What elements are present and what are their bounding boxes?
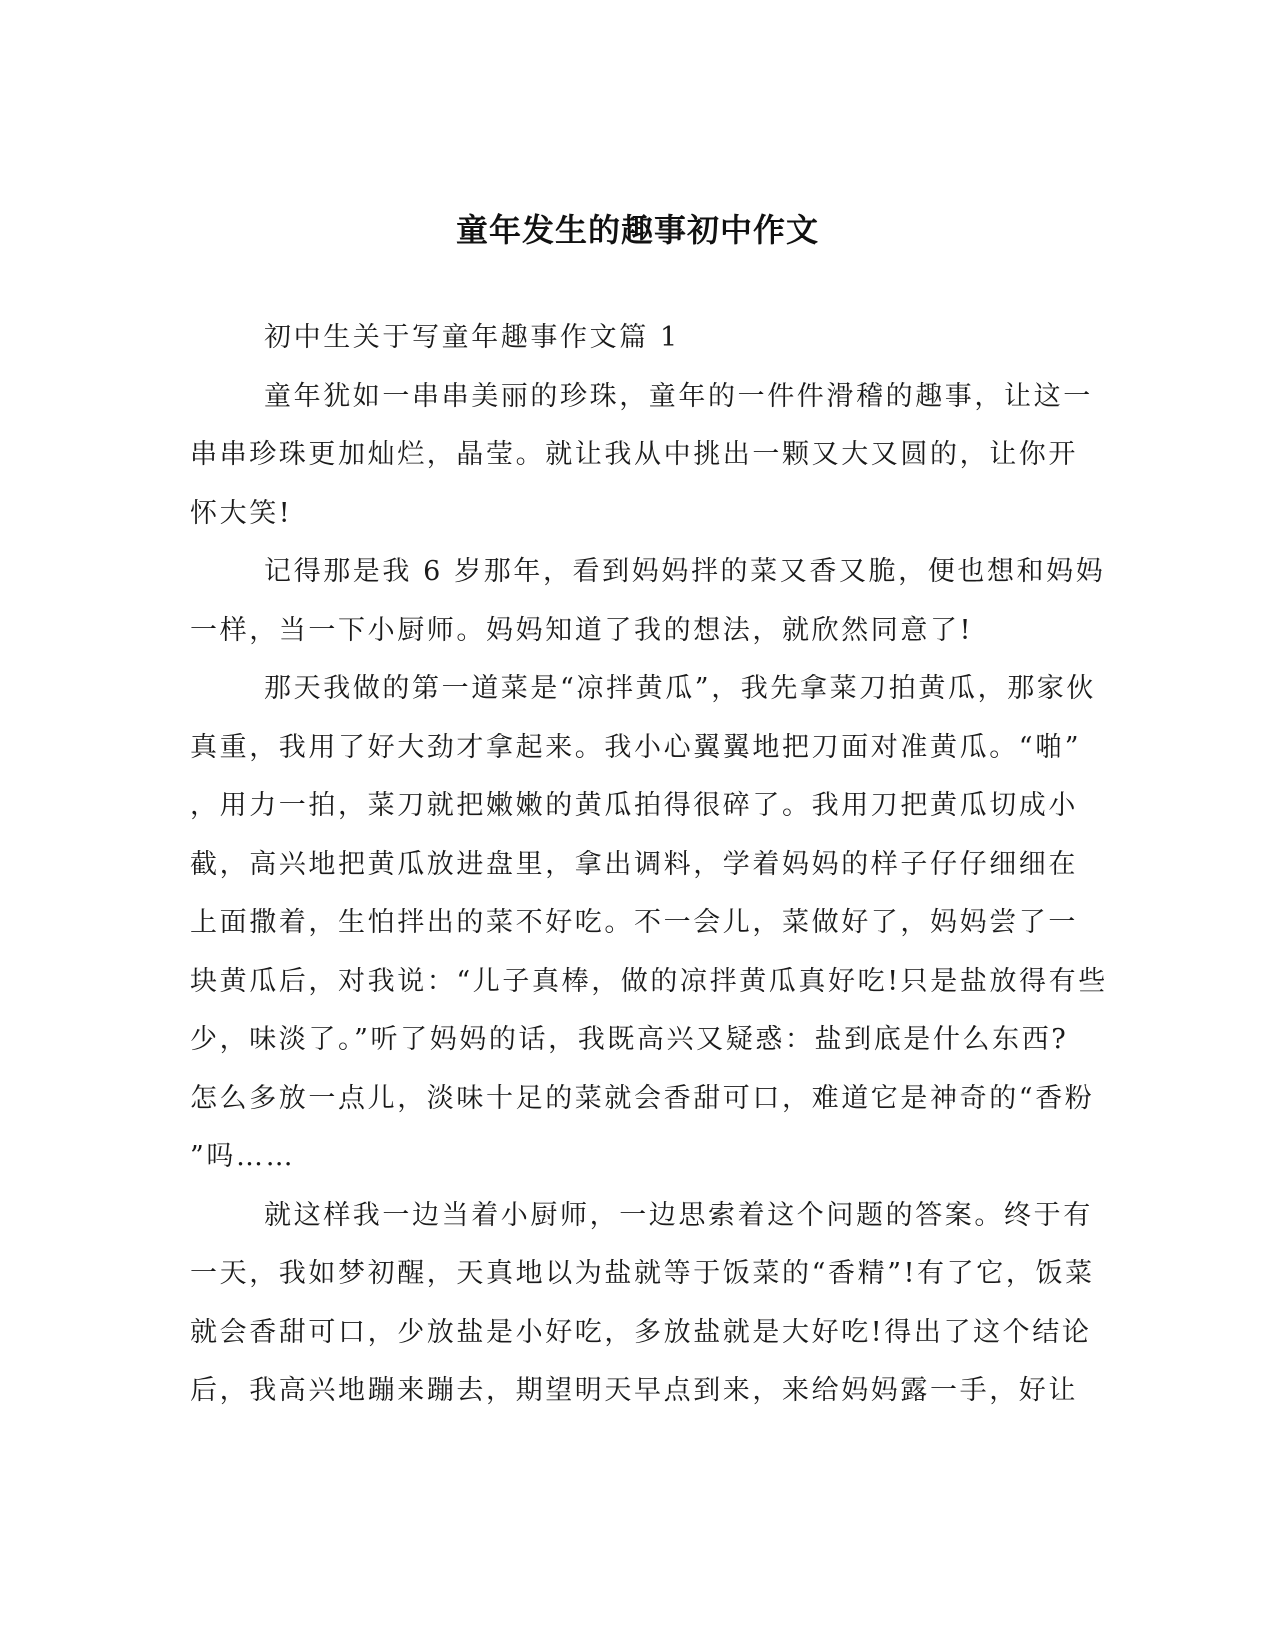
text-line: 怎么多放一点儿，淡味十足的菜就会香甜可口，难道它是神奇的“香粉 bbox=[190, 1083, 1095, 1114]
text-line: 怀大笑! bbox=[190, 498, 293, 529]
text-line: 串串珍珠更加灿烂，晶莹。就让我从中挑出一颗又大又圆的，让你开 bbox=[190, 439, 1078, 470]
text-line: 截，高兴地把黄瓜放进盘里，拿出调料，学着妈妈的样子仔仔细细在 bbox=[190, 849, 1078, 880]
text-line: 记得那是我 6 岁那年，看到妈妈拌的菜又香又脆，便也想和妈妈 bbox=[264, 556, 1106, 587]
text-line: ”吗…… bbox=[190, 1141, 296, 1172]
text-line: 块黄瓜后，对我说：“儿子真棒，做的凉拌黄瓜真好吃!只是盐放得有些 bbox=[190, 966, 1108, 997]
text-line: 一样，当一下小厨师。妈妈知道了我的想法，就欣然同意了! bbox=[190, 615, 974, 646]
text-line: 童年犹如一串串美丽的珍珠，童年的一件件滑稽的趣事，让这一 bbox=[264, 381, 1093, 412]
text-line: 真重，我用了好大劲才拿起来。我小心翼翼地把刀面对准黄瓜。“啪” bbox=[190, 732, 1082, 763]
text-line: 上面撒着，生怕拌出的菜不好吃。不一会儿，菜做好了，妈妈尝了一 bbox=[190, 907, 1078, 938]
text-line: 就这样我一边当着小厨师，一边思索着这个问题的答案。终于有 bbox=[264, 1200, 1093, 1231]
section-heading: 初中生关于写童年趣事作文篇 1 bbox=[264, 322, 680, 353]
text-line: 后，我高兴地蹦来蹦去，期望明天早点到来，来给妈妈露一手，好让 bbox=[190, 1375, 1078, 1406]
text-line: ，用力一拍，菜刀就把嫩嫩的黄瓜拍得很碎了。我用刀把黄瓜切成小 bbox=[190, 790, 1078, 821]
text-line: 一天，我如梦初醒，天真地以为盐就等于饭菜的“香精”!有了它，饭菜 bbox=[190, 1258, 1095, 1289]
text-line: 少，味淡了。”听了妈妈的话，我既高兴又疑惑：盐到底是什么东西? bbox=[190, 1024, 1069, 1055]
text-line: 那天我做的第一道菜是“凉拌黄瓜”，我先拿菜刀拍黄瓜，那家伙 bbox=[264, 673, 1097, 704]
text-line: 就会香甜可口，少放盐是小好吃，多放盐就是大好吃!得出了这个结论 bbox=[190, 1317, 1092, 1348]
document-title: 童年发生的趣事初中作文 bbox=[455, 211, 819, 249]
